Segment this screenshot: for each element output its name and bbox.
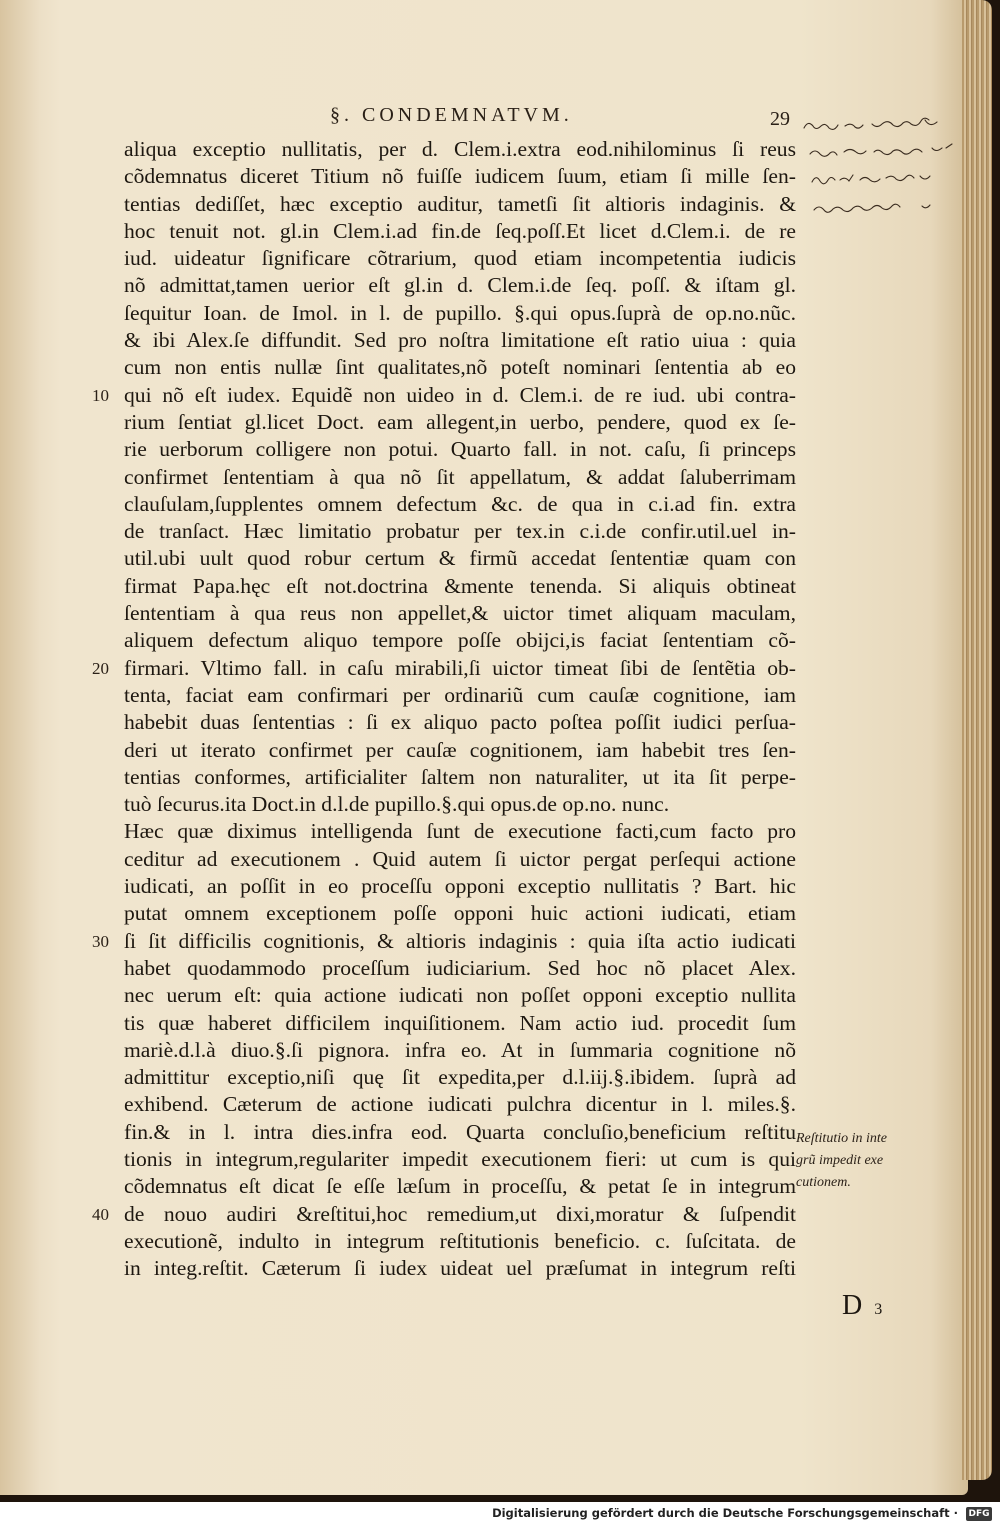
text-line: ſi ſit difficilis cognitionis, & altioris indaginis : quia iſta actio iudicati: [124, 928, 796, 953]
text-line: habet quodammodo proceſſum iudiciarium. Sed hoc nõ placet Alex.: [124, 955, 796, 980]
text-line: aliquem defectum aliquo tempore poſſe obijci,is faciat ſententiam cõ-: [124, 628, 796, 653]
text-line: Hæc quæ diximus intelligenda ſunt de executione facti,cum facto pro: [124, 819, 796, 844]
footer-bar: [0, 1502, 1000, 1526]
margin-note: [796, 1128, 906, 1194]
signature-mark: [842, 1290, 882, 1322]
margin-note-line: Reſtitutio in inte: [796, 1131, 887, 1146]
text-line: tenta, faciat eam confirmari per ordinariũ cum cauſæ cognitione, iam: [124, 682, 796, 707]
margin-note-line: cutionem.: [796, 1175, 851, 1190]
page-fore-edge: [962, 0, 992, 1480]
text-line: exhibend. Cæterum de actione iudicati pulchra dicentur in l. miles.§.: [124, 1092, 796, 1117]
text-line: habebit duas ſententias : ſi ex aliquo pacto poſtea poſſit iudici perſua-: [124, 710, 796, 735]
handwritten-annotation: [800, 114, 960, 224]
line-number: 30: [92, 931, 109, 951]
text-line: tentias conformes, artificialiter ſaltem non naturaliter, ut ita ſit perpe-: [124, 764, 796, 789]
text-line: firmat Papa.hęc eſt not.doctrina &mente tenenda. Si aliquis obtineat: [124, 573, 796, 598]
text-line: tis quæ haberet difficilem inquiſitionem. Nam actio iud. procedit ſum: [124, 1010, 796, 1035]
text-line: rie uerborum colligere non potui. Quarto fall. in not. caſu, ſi princeps: [124, 437, 796, 462]
footer-credit: Digitalisierung gefördert durch die Deutsche Forschungsgemeinschaft ·: [492, 1506, 958, 1520]
text-line: mariè.d.l.à diuo.§.ſi pignora. infra eo. At in ſummaria cognitione nõ: [124, 1037, 796, 1062]
text-line: in integ.reſtit. Cæterum ſi iudex uideat uel præſumat in integrum reſti: [124, 1256, 796, 1281]
text-line: iud. uideatur ſignificare cõtrarium, quod etiam incompetentia iudicis: [124, 246, 796, 271]
text-line: & ibi Alex.ſe diffundit. Sed pro noſtra limitatione eſt ratio uiua : quia: [124, 328, 796, 353]
text-line: tentias dediſſet, hæc exceptio auditur, tametſi ſit altioris indaginis. &: [124, 191, 796, 216]
text-line: ceditur ad executionem . Quid autem ſi uictor pergat perſequi actione: [124, 846, 796, 871]
text-line: ſententiam à qua reus non appellet,& uictor timet aliquam maculam,: [124, 601, 796, 626]
line-number: 20: [92, 658, 109, 678]
text-line: de tranſact. Hæc limitatio probatur per tex.in c.i.de confir.util.uel in-: [124, 519, 796, 544]
line-number: 10: [92, 385, 109, 405]
text-line: qui nõ eſt iudex. Equidẽ non uideo in d. Clem.i. de re iud. ubi contra-: [124, 382, 796, 407]
text-line: executionẽ, indulto in integrum reſtitutionis beneficio. c. ſuſcitata. de: [124, 1228, 796, 1253]
folio-number: 29: [770, 108, 790, 130]
text-line: hoc tenuit not. gl.in Clem.i.ad fin.de ſeq.poſſ.Et licet d.Clem.i. de re: [124, 218, 796, 243]
text-line: aliqua exceptio nullitatis, per d. Clem.i.extra eod.nihilominus ſi reus: [124, 137, 796, 161]
text-line: putat omnem exceptionem poſſe opponi huic actioni iudicati, etiam: [124, 901, 796, 926]
text-line: confirmet ſententiam à qua nõ ſit appellatum, & addat ſaluberrimam: [124, 464, 796, 489]
text-line: rium ſentiat gl.licet Doct. eam allegent,in uerbo, pendere, quod ex ſe-: [124, 409, 796, 434]
signature-number: 3: [874, 1301, 883, 1318]
main-text-block: [92, 136, 796, 1282]
text-line: deri ut iterato confirmet per cauſæ cognitionem, iam habebit tres ſen-: [124, 737, 796, 762]
text-line: de nouo audiri &reſtitui,hoc remedium,ut dixi,moratur & ſuſpendit: [124, 1201, 796, 1226]
text-line: nõ admittat,tamen uerior eſt gl.in d. Clem.i.de ſeq. poſſ. & iſtam gl.: [124, 273, 796, 298]
text-line: iudicati, an poſſit in eo proceſſu opponi exceptio nullitatis ? Bart. hic: [124, 874, 796, 899]
text-line: util.ubi uult quod robur certum & firmũ accedat ſententiæ quam con: [124, 546, 796, 571]
text-line: clauſulam,ſupplentes omnem defectum &c. de qua in c.i.ad fin. extra: [124, 491, 796, 516]
text-line: cõdemnatus diceret Titium nõ fuiſſe iudicem ſuum, etiam ſi mille ſen-: [124, 164, 796, 189]
text-line: cõdemnatus eſt dicat ſe eſſe læſum in proceſſu, & petat ſe in integrum: [124, 1174, 796, 1199]
text-line: cum non entis nullæ ſint qualitates,nõ poteſt nominari ſententia ab eo: [124, 355, 796, 380]
margin-note-line: grũ impedit exe: [796, 1153, 884, 1168]
text-line: ſequitur Ioan. de Imol. in l. de pupillo. §.qui opus.ſuprà de op.no.nũc.: [124, 300, 796, 325]
text-line: firmari. Vltimo fall. in caſu mirabili,ſi uictor timeat ſibi de ſentẽtia ob-: [124, 655, 796, 680]
text-line: tuò ſecurus.ita Doct.in d.l.de pupillo.§.qui opus.de op.no. nunc.: [124, 792, 670, 817]
text-line: nec uerum eſt: quia actione iudicati non poſſet opponi exceptio nullita: [124, 983, 796, 1008]
text-line: admittitur exceptio,niſi quę ſit expedita,per d.l.iij.§.ibidem. ſuprà ad: [124, 1065, 796, 1090]
running-head: §. CONDEMNATVM.: [330, 104, 573, 126]
signature-letter: D: [842, 1290, 863, 1321]
text-line: fin.& in l. intra dies.infra eod. Quarta concluſio,beneficium reſtitu: [124, 1119, 796, 1144]
line-number: 40: [92, 1204, 109, 1224]
dfg-logo: DFG: [966, 1507, 992, 1521]
page-header: [250, 104, 810, 134]
text-line: tionis in integrum,regulariter impedit executionem fieri: ut cum is qui: [124, 1146, 796, 1171]
